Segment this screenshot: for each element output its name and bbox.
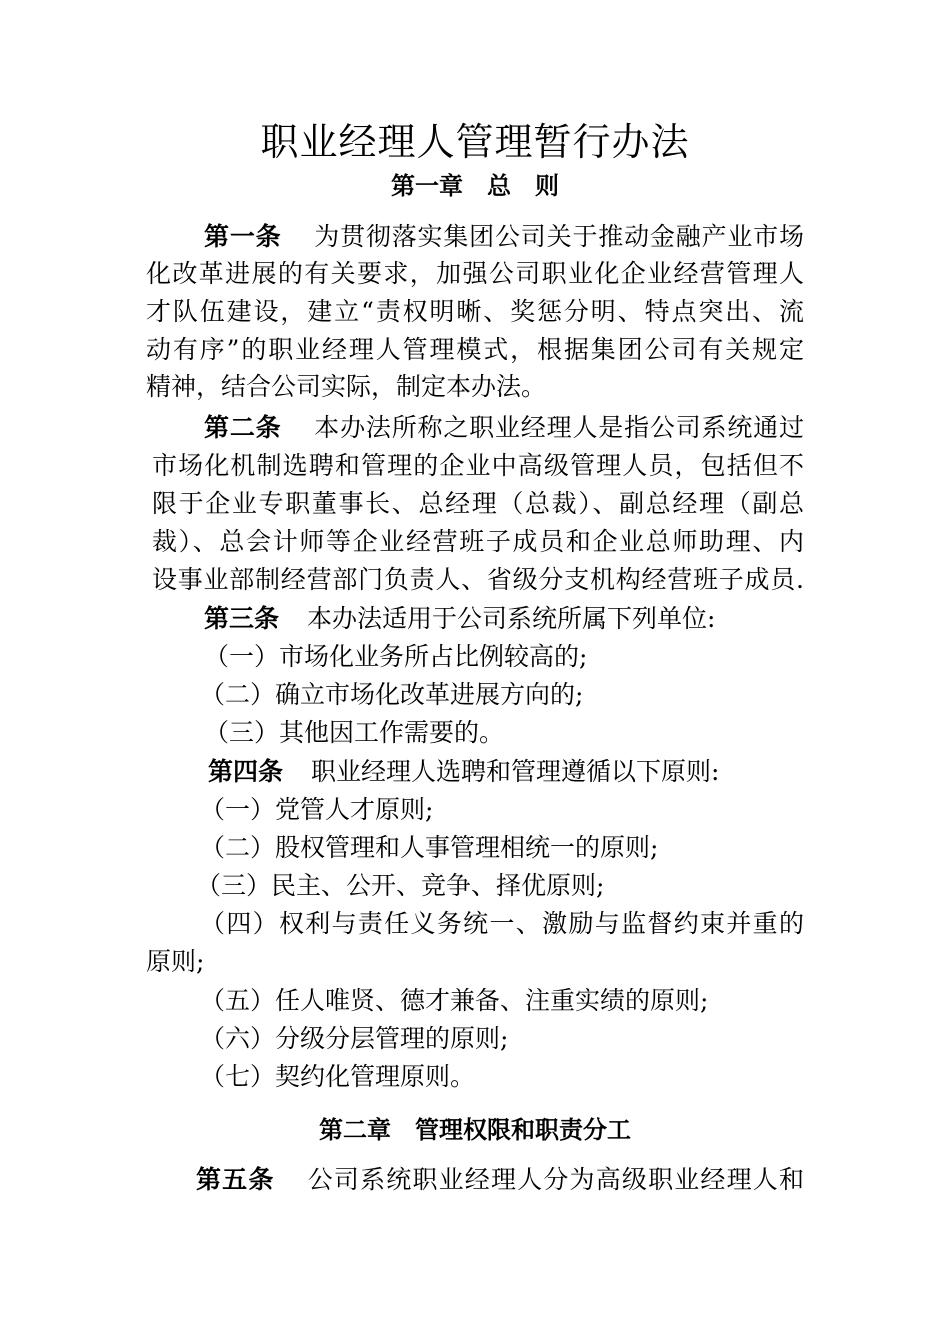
article-2-line: 设事业部制经营部门负责人、省级分支机构经营班子成员.	[152, 565, 804, 594]
article-4-item: （四）权利与责任义务统一、激励与监督约束并重的	[200, 909, 804, 938]
article-3-first-line	[204, 601, 715, 637]
article-4-item: （七）契约化管理原则。	[200, 1062, 476, 1091]
article-2-label: 第二条	[204, 413, 282, 442]
article-4-first-line	[208, 754, 719, 790]
article-4-text: 职业经理人选聘和管理遵循以下原则:	[311, 757, 720, 786]
article-4-item: （三）民主、公开、竞争、择优原则;	[196, 871, 605, 900]
article-1-line: 动有序”的职业经理人管理模式，根据集团公司有关规定	[146, 335, 804, 364]
article-3-item: （一）市场化业务所占比例较高的;	[204, 642, 588, 671]
article-3-item: （二）确立市场化改革进展方向的;	[200, 680, 584, 709]
article-4-item: （五）任人唯贤、德才兼备、注重实绩的原则;	[200, 986, 709, 1015]
article-5-label: 第五条	[196, 1165, 275, 1194]
article-2-first-line	[204, 410, 804, 446]
article-4-item: （一）党管人才原则;	[200, 795, 434, 824]
chapter-2-heading: 第二章 管理权限和职责分工	[319, 1115, 631, 1144]
article-1-line: 化改革进展的有关要求，加强公司职业化企业经营管理人	[146, 259, 804, 288]
article-1-first-line	[204, 219, 804, 255]
article-1-line: 才队伍建设，建立“责权明晰、奖惩分明、特点突出、流	[146, 297, 804, 326]
article-3-item: （三）其他因工作需要的。	[204, 718, 505, 747]
article-1-line: 精神，结合公司实际，制定本办法。	[146, 372, 547, 401]
article-4-item: （二）股权管理和人事管理相统一的原则;	[200, 833, 659, 862]
article-2-line: 裁）、总会计师等企业经营班子成员和企业总师助理、内	[152, 527, 804, 556]
article-5-first-line	[196, 1162, 804, 1198]
article-2-text: 本办法所称之职业经理人是指公司系统通过	[313, 413, 804, 442]
article-2-line: 市场化机制选聘和管理的企业中高级管理人员，包括但不	[152, 451, 804, 480]
document-title: 职业经理人管理暂行办法	[260, 120, 690, 164]
chapter-1-heading: 第一章 总 则	[391, 171, 559, 200]
article-4-label: 第四条	[208, 757, 284, 786]
article-1-text: 为贯彻落实集团公司关于推动金融产业市场	[313, 222, 804, 251]
article-5-text: 公司系统职业经理人分为高级职业经理人和	[306, 1165, 804, 1194]
article-1-label: 第一条	[204, 222, 282, 251]
article-2-line: 限于企业专职董事长、总经理（总裁）、副总经理（副总	[152, 489, 804, 518]
article-4-item-continuation: 原则;	[146, 947, 205, 976]
article-3-label: 第三条	[204, 604, 280, 633]
article-4-item: （六）分级分层管理的原则;	[200, 1024, 509, 1053]
article-3-text: 本办法适用于公司系统所属下列单位:	[307, 604, 716, 633]
